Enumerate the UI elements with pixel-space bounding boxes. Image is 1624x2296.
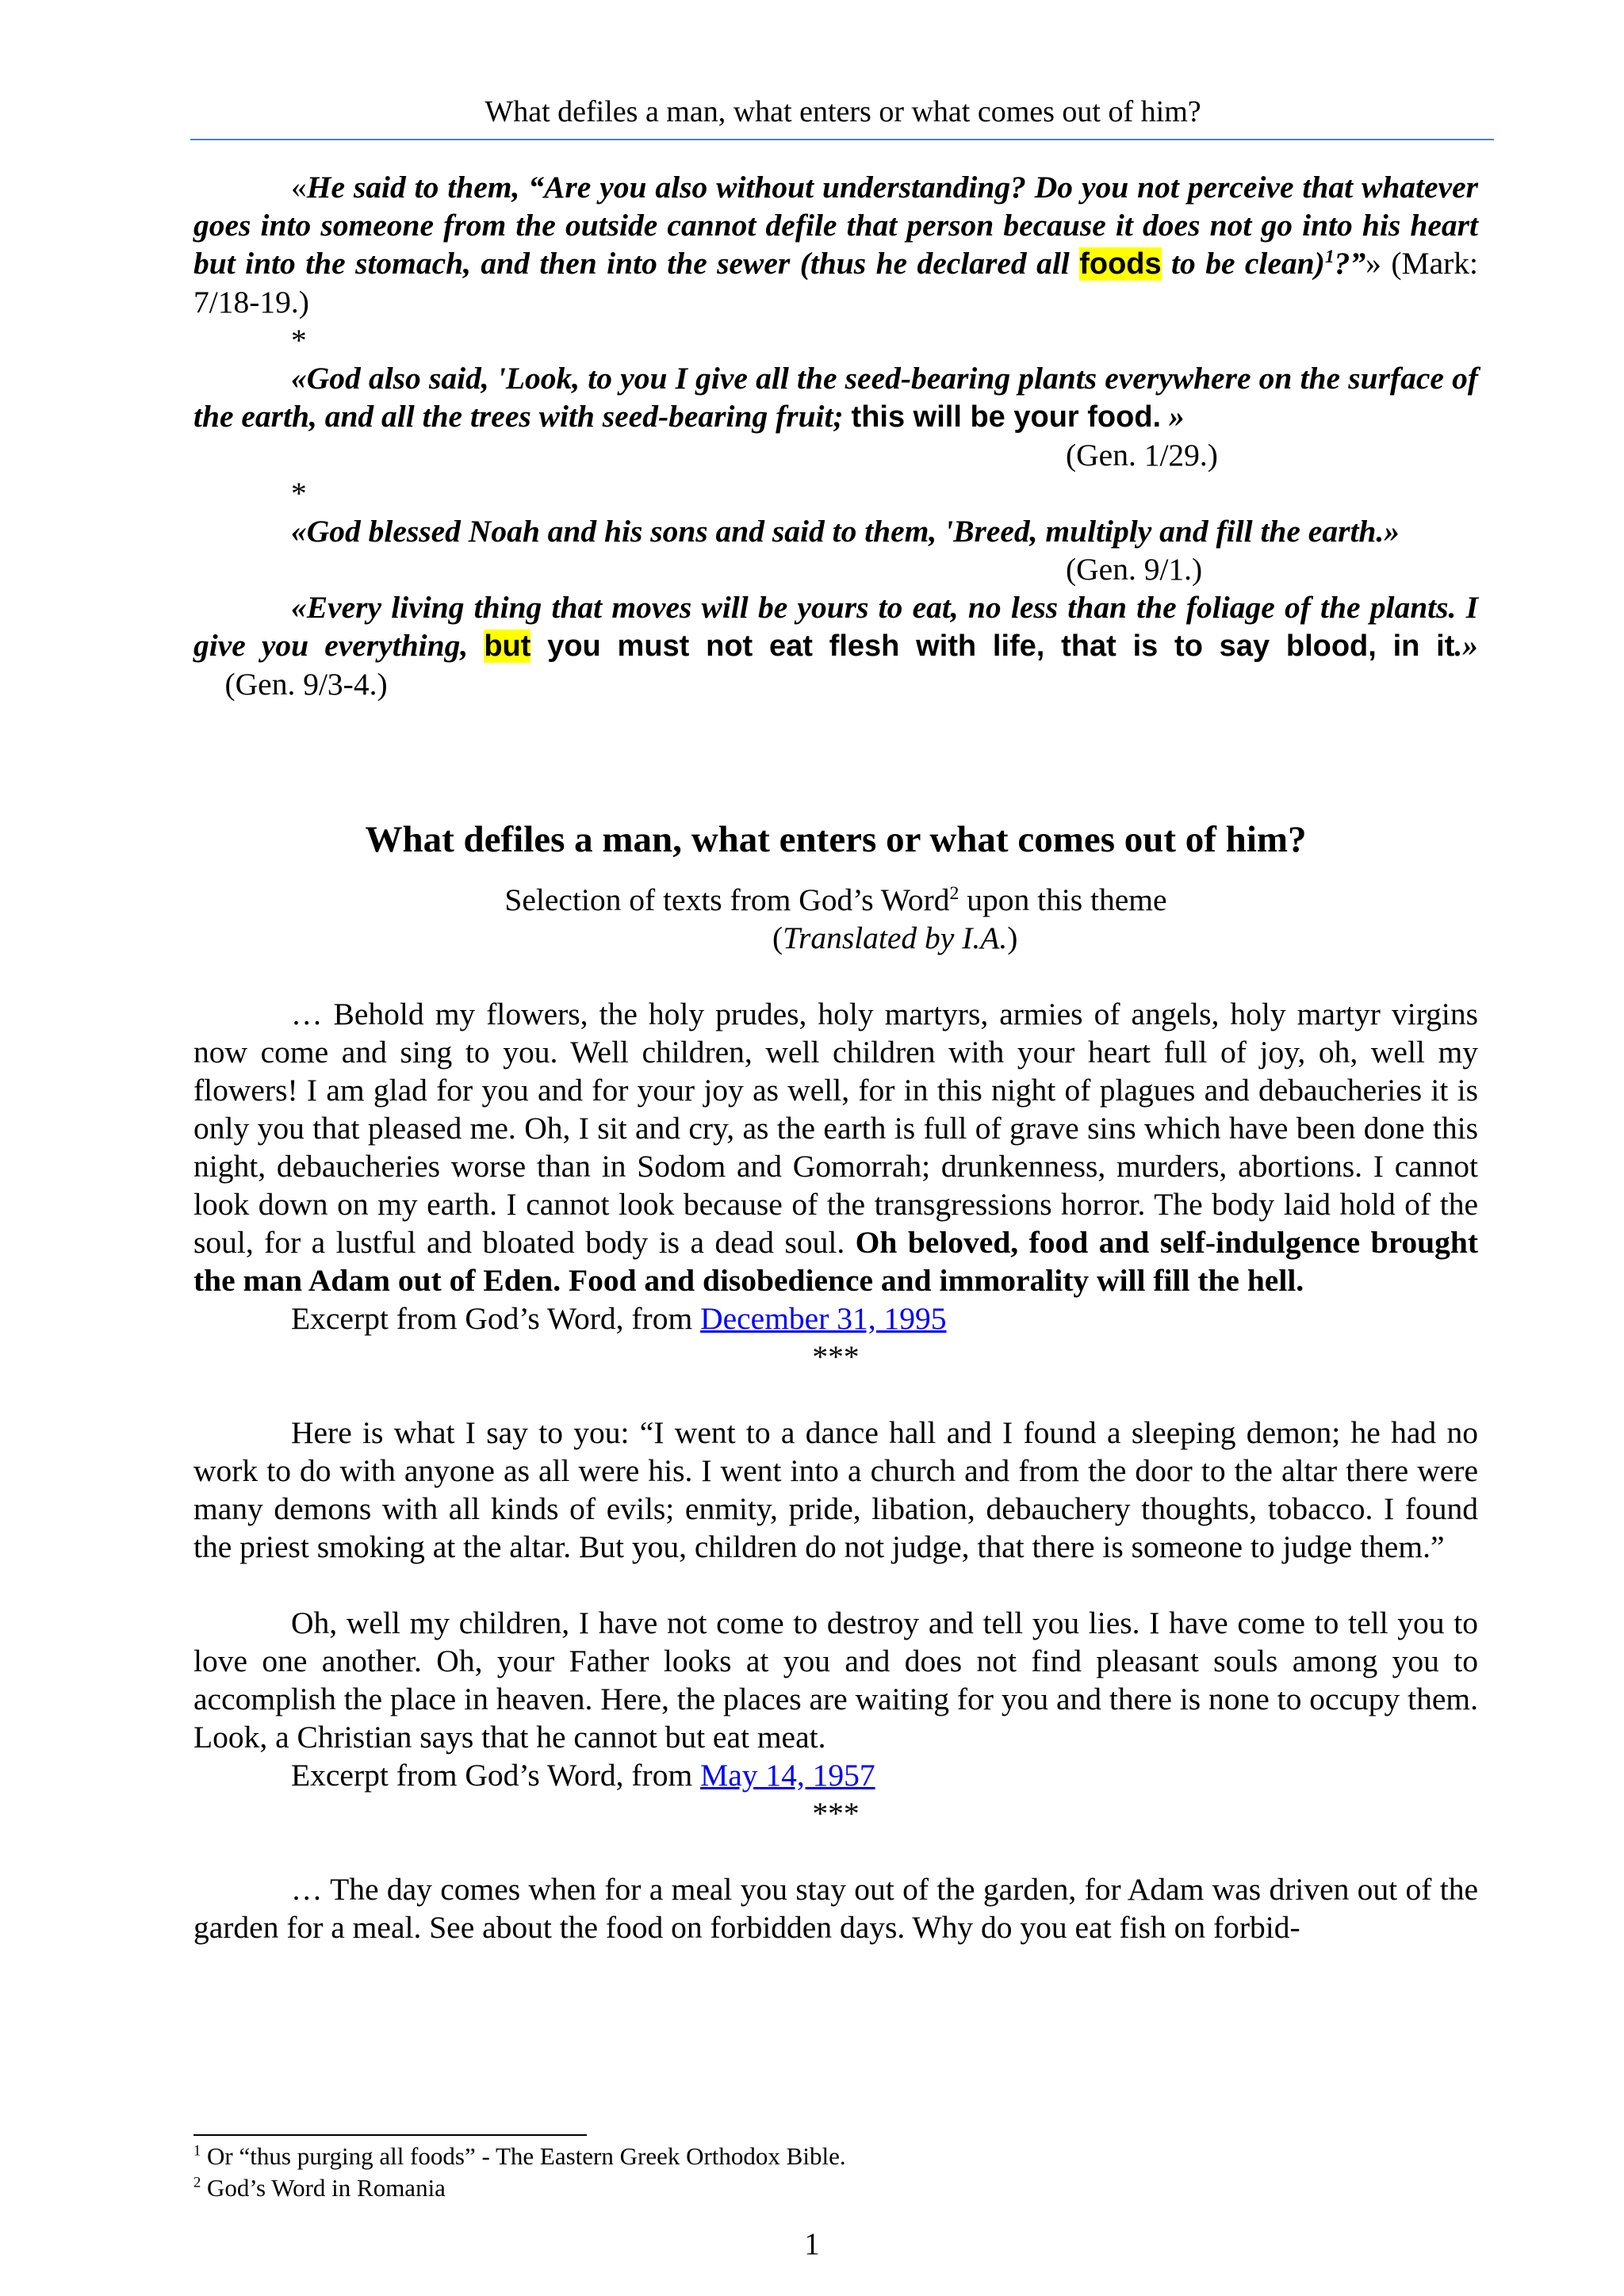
quote-open-mark: «: [291, 170, 307, 205]
separator-1: ***: [812, 1339, 860, 1374]
running-header: What defiles a man, what enters or what comes out of him?: [485, 95, 1201, 128]
footnote-2: [193, 2172, 1478, 2204]
quote-gen9a-text: «God blessed Noah and his sons and said to them, 'Breed, multiply and fill the earth.»: [291, 514, 1400, 549]
document-body: [193, 168, 1478, 1946]
subtitle-text: Selection of texts from God’s Word: [504, 882, 950, 917]
section-title: What defiles a man, what enters or what comes out of him?: [365, 819, 1307, 860]
spacer: [193, 957, 1478, 995]
footnote-1-number: 1: [193, 2142, 201, 2160]
footnote-rule: [193, 2134, 587, 2136]
quote-gen1-bold: this will be your food.: [851, 400, 1162, 434]
footnote-1: [193, 2141, 1478, 2172]
spacer: [193, 1832, 1478, 1870]
ref-gen-9-1: (Gen. 9/1.): [1066, 552, 1203, 587]
spacer: [193, 862, 1478, 881]
paren-open: (: [772, 920, 783, 955]
spacer: [193, 1566, 1478, 1604]
passage-4: … The day comes when for a meal you stay out of the garden, for Adam was driven out of the garden for a meal. See about the food on forbidden days. Why do you eat fish on forbid-: [193, 1872, 1478, 1945]
translator-note: [193, 919, 1478, 957]
header-rule: [190, 139, 1494, 140]
quote-gen9b-bold: you must not eat flesh with life, that is to say blood, in it: [530, 629, 1455, 663]
ref-gen-1-29: (Gen. 1/29.): [1066, 438, 1218, 473]
page-number: 1: [804, 2227, 820, 2261]
spacer: [193, 1376, 1478, 1414]
passage-1-bold: Oh beloved, food and self-indulgence brought the man Adam out of Eden. Food and disobedience and immorality will fill the hell.: [193, 1225, 1478, 1298]
passage-1-text: … Behold my flowers, the holy prudes, holy martyrs, armies of angels, holy martyr virgins now come and sing to you. Well children, well children with your heart full of joy, oh, well my flowers! I am glad for you and for your joy as well, for in this night of plagues and debaucheries it is only you that pleased me. Oh, I sit and cry, as the earth is full of grave sins which have been done this night, debaucheries worse than in Sodom and Gomorrah; drunkenness, murders, abortions. I cannot look down on my earth. I cannot look because of the transgressions horror. The body laid hold of the soul, for a lustful and bloated body is a dead soul.: [193, 997, 1478, 1260]
quote-mark-ref: (Mark: 7/18-19.): [193, 246, 1479, 320]
quote-mark-text-2: to be clean): [1161, 246, 1325, 281]
quote-gen1-text: «God also said, 'Look, to you I give all the seed-bearing plants everywhere on the surface of the earth, and all the trees with seed-bearing fruit;: [193, 361, 1478, 434]
section-subtitle: [193, 881, 1478, 919]
quote-close-mark: »: [1365, 246, 1381, 281]
excerpt-2-date-link[interactable]: May 14, 1957: [700, 1758, 875, 1793]
footnote-2-number: 2: [193, 2174, 201, 2191]
highlight-foods: foods: [1079, 247, 1162, 281]
footnotes: [193, 2141, 1478, 2204]
quote-mark-text-3: ?”: [1334, 246, 1366, 281]
footnote-1-text: Or “thus purging all foods” - The Eastern Greek Orthodox Bible.: [201, 2142, 846, 2170]
quote-gen-9-3: [193, 588, 1478, 703]
translator-text: Translated by I.A.: [783, 920, 1008, 955]
separator-2: ***: [812, 1796, 860, 1831]
paren-close: ): [1007, 920, 1018, 955]
quote-gen-9-1: [193, 512, 1478, 550]
excerpt-1-date-link[interactable]: December 31, 1995: [700, 1301, 947, 1336]
subtitle-text-post: upon this theme: [959, 882, 1167, 917]
excerpt-1: [193, 1299, 1478, 1337]
footnote-2-text: God’s Word in Romania: [201, 2174, 446, 2202]
quote-mark-text: He said to them, “Are you also without understanding? Do you not perceive that whatever goes into someone from the outside cannot defile that person because it does not go into his heart but into the stomach, and then into the sewer (thus he declared all: [193, 170, 1478, 281]
quote-gen9b-close: .»: [1454, 628, 1478, 663]
excerpt-2: [193, 1756, 1478, 1794]
highlight-but: but: [484, 629, 531, 663]
quote-gen-1-29: [193, 359, 1478, 436]
passage-1: [193, 995, 1478, 1299]
passage-2: Here is what I say to you: “I went to a dance hall and I found a sleeping demon; he had no work to do with anyone as all were his. I went into a church and from the door to the altar there were many demons with all kinds of evils; enmity, pride, libation, debauchery thoughts, tobacco. I found the priest smoking at the altar. But you, children do not judge, that there is someone to judge them.”: [193, 1415, 1478, 1564]
quote-gen9b-text: «Every living thing that moves will be yours to eat, no less than the foliage of the plants. I give you everything,: [193, 590, 1478, 663]
spacer: [193, 703, 1478, 817]
excerpt-1-label: Excerpt from God’s Word, from: [291, 1301, 701, 1336]
footnote-ref-1[interactable]: 1: [1324, 246, 1335, 267]
quote-mark: [193, 168, 1478, 321]
ref-gen-9-3: (Gen. 9/3-4.): [193, 667, 388, 702]
excerpt-2-label: Excerpt from God’s Word, from: [291, 1758, 701, 1793]
separator-star-1: *: [291, 323, 307, 358]
footnote-ref-2[interactable]: 2: [949, 882, 959, 904]
quote-gen1-close: »: [1161, 399, 1185, 434]
passage-3: Oh, well my children, I have not come to destroy and tell you lies. I have come to tell you to love one another. Oh, your Father looks at you and does not find pleasant souls among you to accomplish the place in heaven. Here, the places are waiting for you and there is none to occupy them. Look, a Christian says that he cannot but eat meat.: [193, 1605, 1478, 1755]
separator-star-2: *: [291, 476, 307, 511]
